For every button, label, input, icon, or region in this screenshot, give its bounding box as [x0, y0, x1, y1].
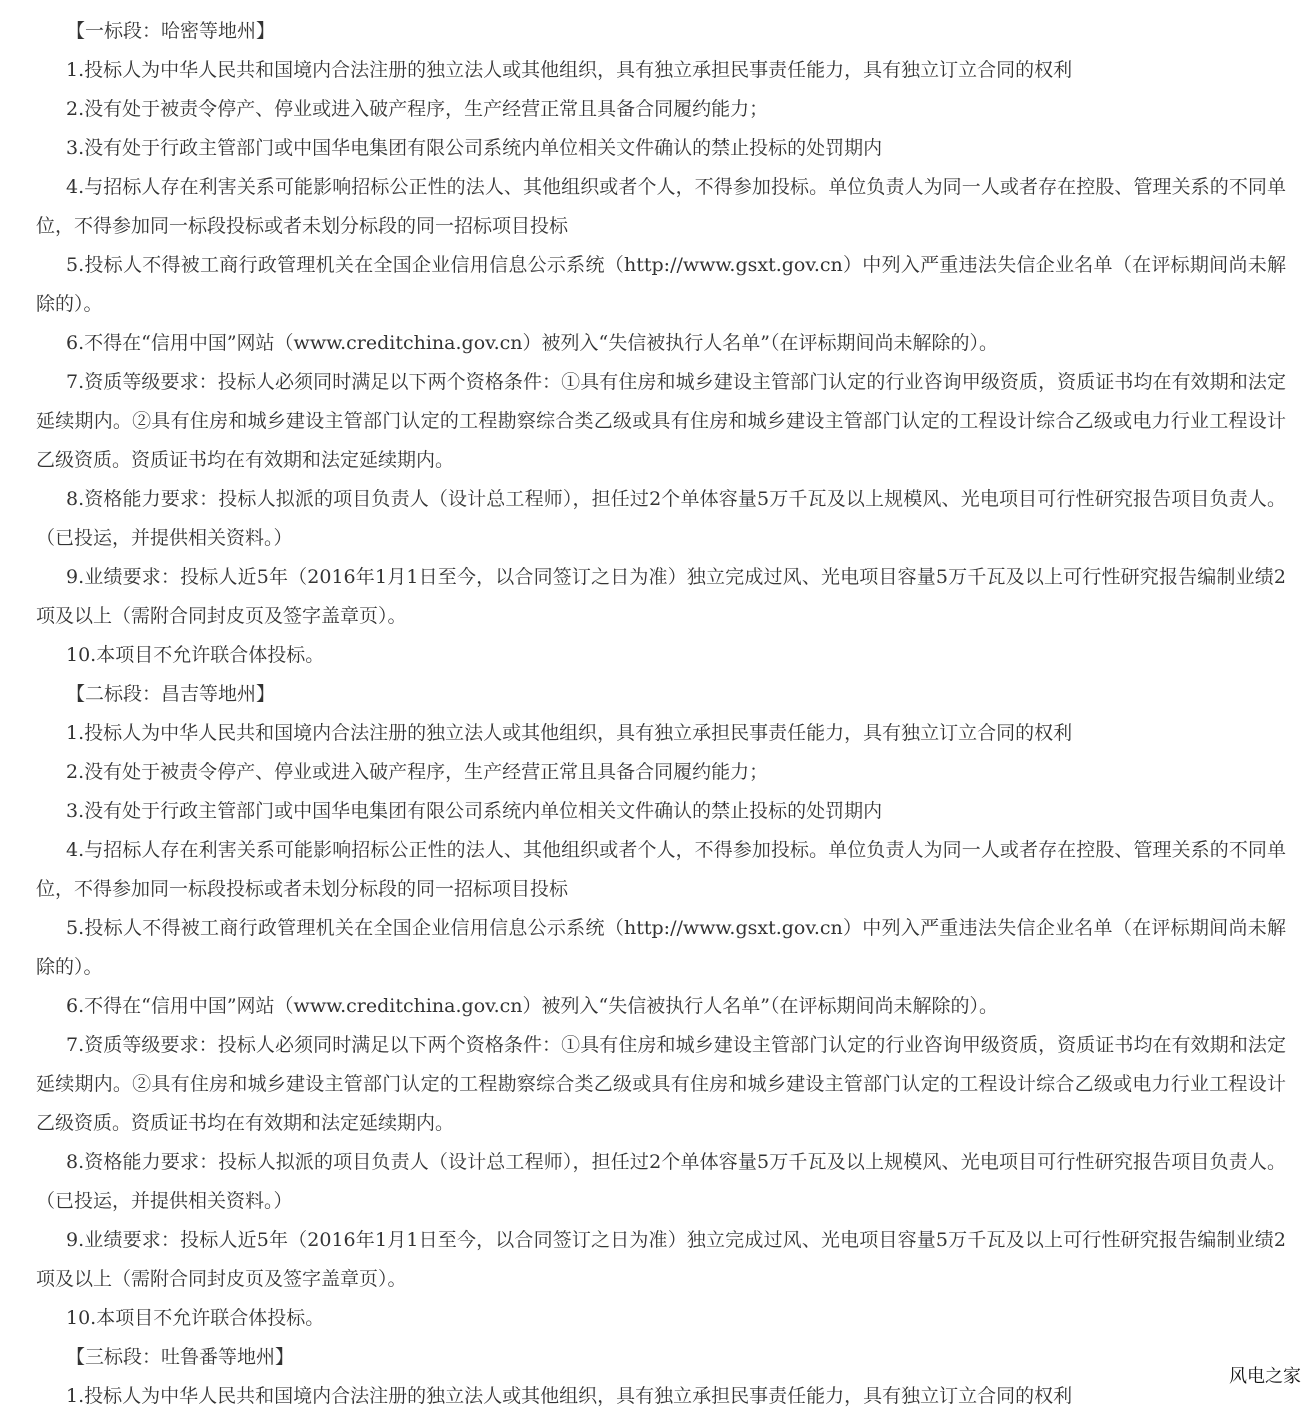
requirement-item: 1.投标人为中华人民共和国境内合法注册的独立法人或其他组织，具有独立承担民事责任能力，具有独立订立合同的权利	[66, 722, 1073, 744]
requirement-item: 2.没有处于被责令停产、停业或进入破产程序，生产经营正常且具备合同履约能力；	[66, 98, 769, 120]
requirement-item: 1.投标人为中华人民共和国境内合法注册的独立法人或其他组织，具有独立承担民事责任能力，具有独立订立合同的权利	[66, 59, 1073, 81]
requirement-item: 8.资格能力要求：投标人拟派的项目负责人（设计总工程师），担任过2个单体容量5万千瓦及以上规模风、光电项目可行性研究报告项目负责人。（已投运，并提供相关资料。）	[36, 488, 1286, 549]
requirement-item: 6.不得在“信用中国”网站（www.creditchina.gov.cn）被列入“失信被执行人名单”（在评标期间尚未解除的）。	[66, 332, 998, 354]
document-body	[36, 12, 1286, 1416]
requirement-item: 8.资格能力要求：投标人拟派的项目负责人（设计总工程师），担任过2个单体容量5万千瓦及以上规模风、光电项目可行性研究报告项目负责人。（已投运，并提供相关资料。）	[36, 1151, 1286, 1212]
requirement-item: 5.投标人不得被工商行政管理机关在全国企业信用信息公示系统（http://www.gsxt.gov.cn）中列入严重违法失信企业名单（在评标期间尚未解除的）。	[36, 917, 1286, 978]
requirement-item: 7.资质等级要求：投标人必须同时满足以下两个资格条件：①具有住房和城乡建设主管部门认定的行业咨询甲级资质，资质证书均在有效期和法定延续期内。②具有住房和城乡建设主管部门认定的工程勘察综合类乙级或具有住房和城乡建设主管部门认定的工程设计综合乙级或电力行业工程设计乙级资质。资质证书均在有效期和法定延续期内。	[36, 371, 1286, 471]
section-heading: 【三标段：吐鲁番等地州】	[66, 1346, 295, 1368]
requirement-item: 10.本项目不允许联合体投标。	[66, 644, 325, 666]
requirement-item: 10.本项目不允许联合体投标。	[66, 1307, 325, 1329]
requirement-item: 6.不得在“信用中国”网站（www.creditchina.gov.cn）被列入“失信被执行人名单”（在评标期间尚未解除的）。	[66, 995, 998, 1017]
requirement-item: 4.与招标人存在利害关系可能影响招标公正性的法人、其他组织或者个人，不得参加投标。单位负责人为同一人或者存在控股、管理关系的不同单位，不得参加同一标段投标或者未划分标段的同一招标项目投标	[36, 839, 1286, 900]
requirement-item: 4.与招标人存在利害关系可能影响招标公正性的法人、其他组织或者个人，不得参加投标。单位负责人为同一人或者存在控股、管理关系的不同单位，不得参加同一标段投标或者未划分标段的同一招标项目投标	[36, 176, 1286, 237]
requirement-item: 3.没有处于行政主管部门或中国华电集团有限公司系统内单位相关文件确认的禁止投标的处罚期内	[66, 137, 883, 159]
section-heading: 【一标段：哈密等地州】	[66, 20, 276, 42]
requirement-item: 2.没有处于被责令停产、停业或进入破产程序，生产经营正常且具备合同履约能力；	[66, 761, 769, 783]
requirement-item: 9.业绩要求：投标人近5年（2016年1月1日至今，以合同签订之日为准）独立完成过风、光电项目容量5万千瓦及以上可行性研究报告编制业绩2项及以上（需附合同封皮页及签字盖章页）。	[36, 566, 1286, 627]
requirement-item: 5.投标人不得被工商行政管理机关在全国企业信用信息公示系统（http://www.gsxt.gov.cn）中列入严重违法失信企业名单（在评标期间尚未解除的）。	[36, 254, 1286, 315]
requirement-item: 9.业绩要求：投标人近5年（2016年1月1日至今，以合同签订之日为准）独立完成过风、光电项目容量5万千瓦及以上可行性研究报告编制业绩2项及以上（需附合同封皮页及签字盖章页）。	[36, 1229, 1286, 1290]
requirement-item: 3.没有处于行政主管部门或中国华电集团有限公司系统内单位相关文件确认的禁止投标的处罚期内	[66, 800, 883, 822]
section-heading: 【二标段：昌吉等地州】	[66, 683, 276, 705]
watermark: 风电之家	[1229, 1366, 1301, 1387]
requirement-item: 1.投标人为中华人民共和国境内合法注册的独立法人或其他组织，具有独立承担民事责任能力，具有独立订立合同的权利	[66, 1385, 1073, 1407]
requirement-item: 7.资质等级要求：投标人必须同时满足以下两个资格条件：①具有住房和城乡建设主管部门认定的行业咨询甲级资质，资质证书均在有效期和法定延续期内。②具有住房和城乡建设主管部门认定的工程勘察综合类乙级或具有住房和城乡建设主管部门认定的工程设计综合乙级或电力行业工程设计乙级资质。资质证书均在有效期和法定延续期内。	[36, 1034, 1286, 1134]
